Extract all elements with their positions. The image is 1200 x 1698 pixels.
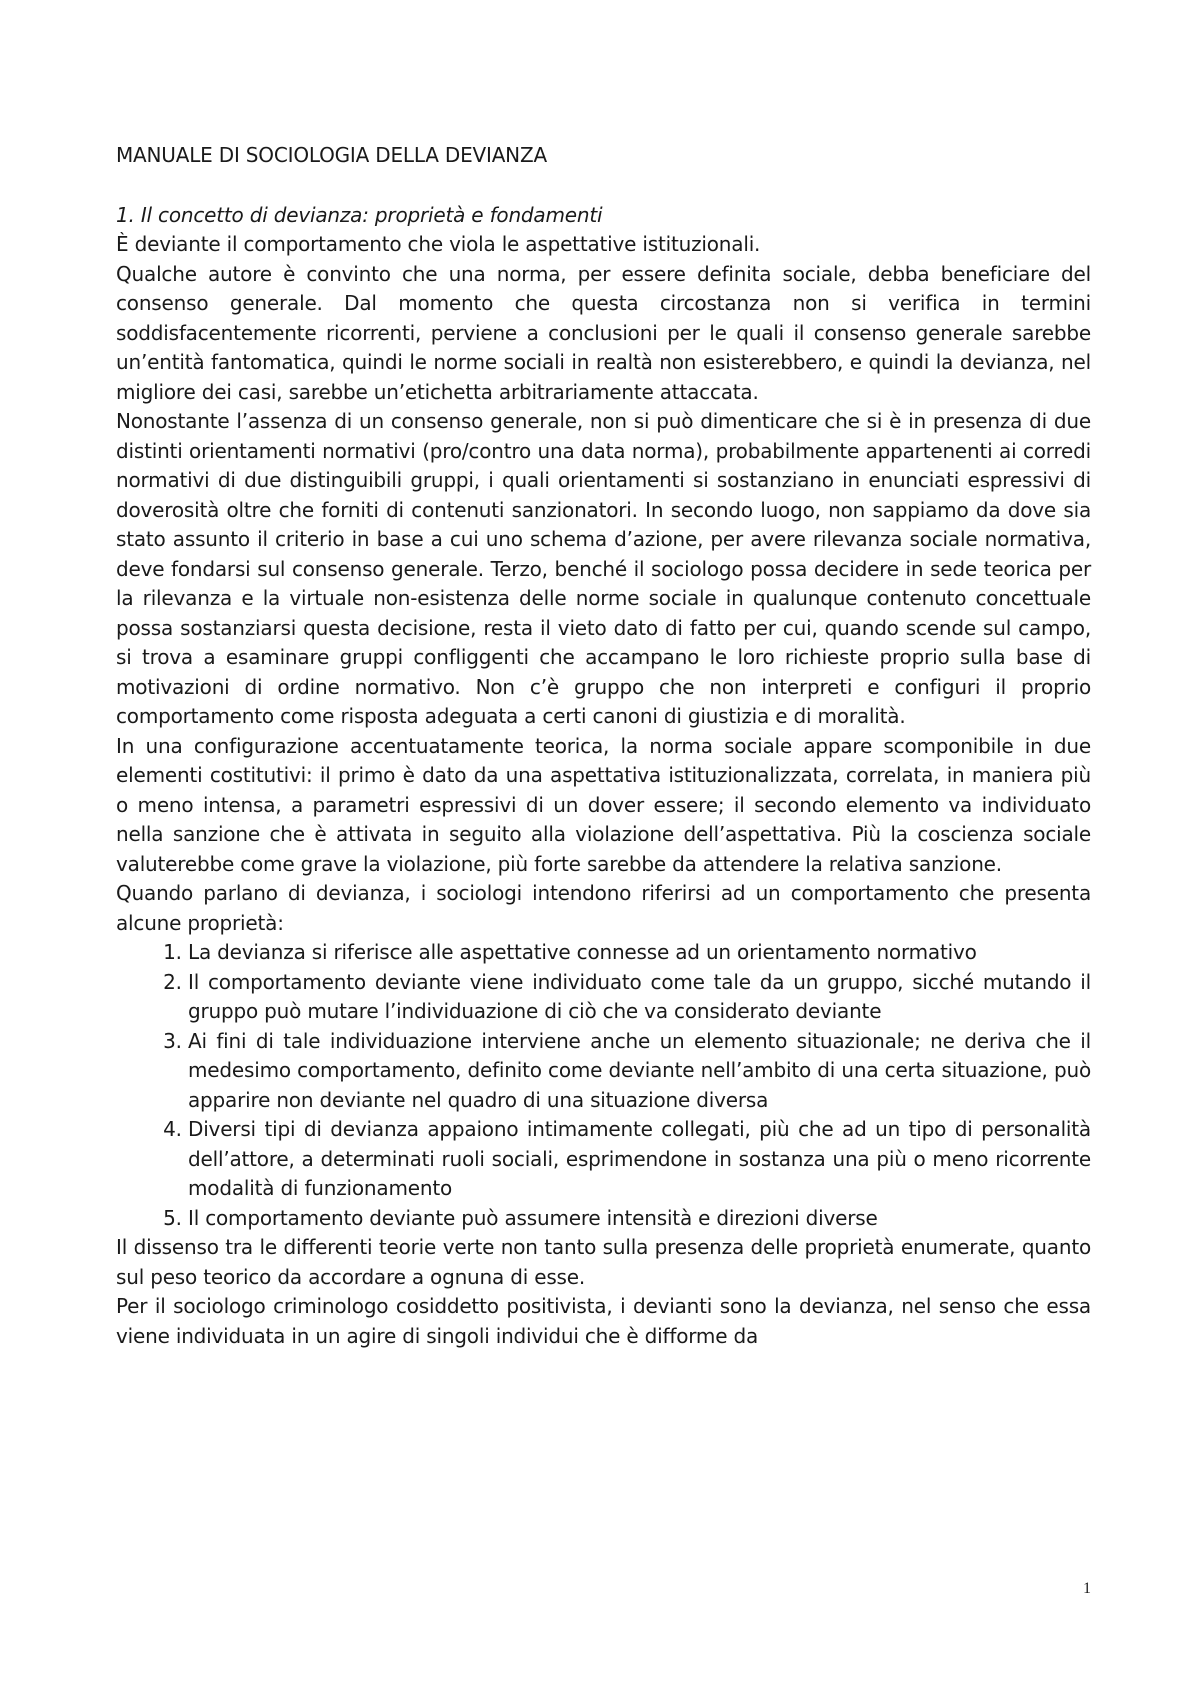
paragraph-consensus: Qualche autore è convinto che una norma, per essere definita sociale, debba beneficiare del consenso generale. Dal momento che questa circostanza non si verifica in termini soddisfacentemente ricorrenti, perviene a conclusioni per le quali il consenso generale sarebbe un’entità fantomatica, quindi le norme sociali in realtà non esisterebbero, e quindi la devianza, nel migliore dei casi, sarebbe un’etichetta arbitrariamente attaccata. bbox=[116, 261, 1091, 404]
section-heading: 1. Il concetto di devianza: proprietà e fondamenti bbox=[116, 202, 603, 227]
property-item: 5. Il comportamento deviante può assumere intensità e direzioni diverse bbox=[188, 1204, 1091, 1234]
paragraph-norm-elements: In una configurazione accentuatamente teorica, la norma sociale appare scomponibile in due elementi costitutivi: il primo è dato da una aspettativa istituzionalizzata, correlata, in maniera più o meno intensa, a parametri espressivi di un dover essere; il secondo elemento va individuato nella sanzione che è attivata in seguito alla violazione dell’aspettativa. Più la coscienza sociale valuterebbe come grave la violazione, più forte sarebbe da attendere la relativa sanzione. bbox=[116, 733, 1091, 876]
paragraph-normative-orientations: Nonostante l’assenza di un consenso generale, non si può dimenticare che si è in presenza di due distinti orientamenti normativi (pro/contro una data norma), probabilmente appartenenti ai corredi normativi di due distinguibili gruppi, i quali orientamenti si sostanziano in enunciati espressivi di doverosità oltre che forniti di contenuti sanzionatori. In secondo luogo, non sappiamo da dove sia stato assunto il criterio in base a cui uno schema d’azione, per avere rilevanza sociale normativa, deve fondarsi sul consenso generale. Terzo, benché il sociologo possa decidere in sede teorica per la rilevanza e la virtuale non-esistenza delle norme sociale in qualunque contenuto concettuale possa sostanziarsi questa decisione, resta il vieto dato di fatto per cui, quando scende sul campo, si trova a esaminare gruppi confliggenti che accampano le loro richieste proprio sulla base di motivazioni di ordine normativo. Non c’è gruppo che non interpreti e configuri il proprio comportamento come risposta adeguata a certi canoni di giustizia e di moralità. bbox=[116, 409, 1091, 728]
paragraph-dissent: Il dissenso tra le differenti teorie verte non tanto sulla presenza delle proprietà enumerate, quanto sul peso teorico da accordare a ognuna di esse. bbox=[116, 1235, 1091, 1289]
property-item: 2. Il comportamento deviante viene individuato come tale da un gruppo, sicché mutando il gruppo può mutare l’individuazione di ciò che va considerato deviante bbox=[188, 968, 1091, 1027]
paragraph-positivist: Per il sociologo criminologo cosiddetto positivista, i devianti sono la devianza, nel senso che essa viene individuata in un agire di singoli individui che è difforme da bbox=[116, 1294, 1091, 1348]
page-number: 1 bbox=[1083, 1580, 1091, 1597]
property-item: 4. Diversi tipi di devianza appaiono intimamente collegati, più che ad un tipo di personalità dell’attore, a determinati ruoli sociali, esprimendone in sostanza una più o meno ricorrente modalità di funzionamento bbox=[188, 1115, 1091, 1204]
document-body bbox=[116, 141, 1091, 1351]
property-item: 3. Ai fini di tale individuazione interviene anche un elemento situazionale; ne deriva che il medesimo comportamento, definito come deviante nell’ambito di una certa situazione, può apparire non deviante nel quadro di una situazione diversa bbox=[188, 1027, 1091, 1116]
properties-list bbox=[116, 938, 1091, 1233]
paragraph-properties-intro: Quando parlano di devianza, i sociologi intendono riferirsi ad un comportamento che presenta alcune proprietà: bbox=[116, 881, 1091, 935]
property-item: 1. La devianza si riferisce alle aspettative connesse ad un orientamento normativo bbox=[188, 938, 1091, 968]
document-title: MANUALE DI SOCIOLOGIA DELLA DEVIANZA bbox=[116, 143, 547, 167]
paragraph-definition: È deviante il comportamento che viola le aspettative istituzionali. bbox=[116, 232, 761, 256]
